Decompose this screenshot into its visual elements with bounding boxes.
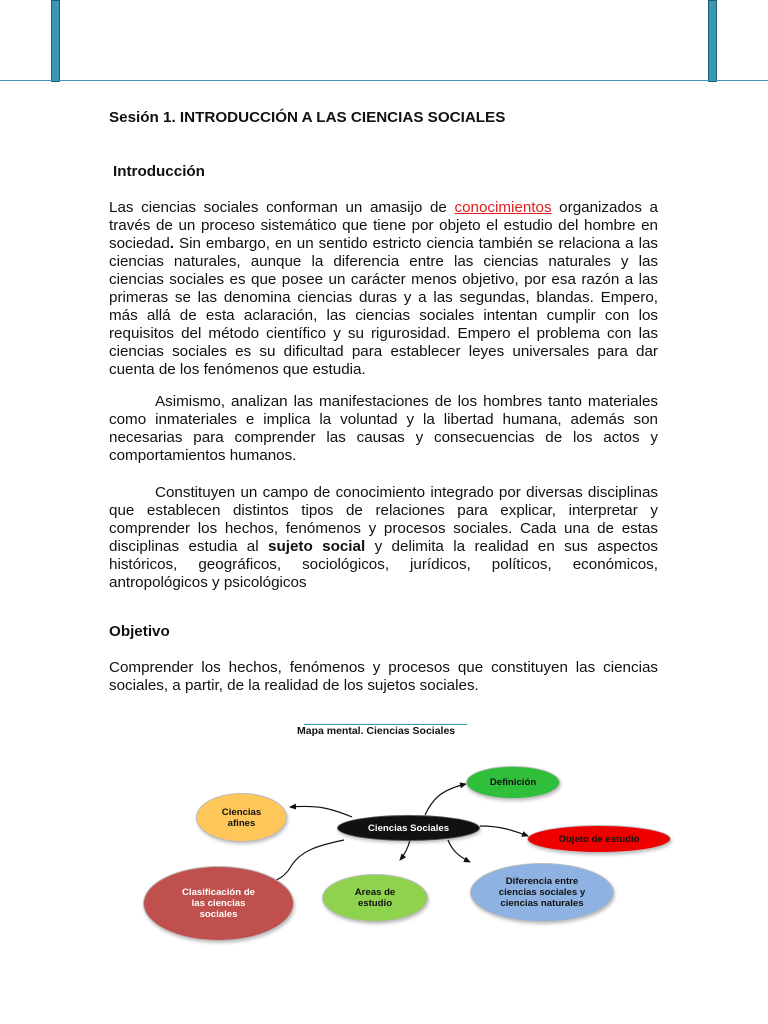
objective-paragraph: Comprender los hechos, fenómenos y procesos que constituyen las ciencias sociales, a partir, de la realidad de los sujetos sociales. [109,659,658,694]
mind-map-title: Mapa mental. Ciencias Sociales [297,725,456,737]
mind-map-connectors [0,740,768,960]
header-right-accent-bar [708,0,717,82]
connector-objeto [480,826,528,836]
intro-p3-text-a: Constituyen un campo de conocimiento integrado por diversas disciplinas que establecen distintos tipos de relaciones para explicar, interpretar y comprender los hechos, fenómenos y procesos sociales. Cada una de estas disciplinas estudia al [109,484,658,555]
mind-map-node-objeto [527,825,671,853]
session-title: Sesión 1. INTRODUCCIÓN A LAS CIENCIAS SOCIALES [109,109,506,126]
intro-p1-bold-dot: . [169,235,175,252]
mind-map-node-clasificacion [143,866,294,941]
intro-p2-text: Asimismo, analizan las manifestaciones de los hombres tanto materiales como inmateriales e implica la voluntad y la libertad humana, además son necesarias para comprender las causas y consecuencias de los actos y comportamientos humanos. [109,393,658,464]
sujeto-social-bold: sujeto social [268,538,366,555]
clasificacion-label: Clasificación de las ciencias sociales [181,887,256,920]
intro-p1-text-b: organizados a través de un proceso sistemático que tiene por objeto el estudio del hombre en sociedad [109,199,658,252]
mind-map-node-definicion [466,766,560,799]
intro-p3-text-b: y delimita la realidad en sus aspectos históricos, geográficos, sociológicos, jurídicos, políticos, económicos, antropológicos y psicológicos [109,538,658,591]
afines-label: Ciencias afines [221,806,262,829]
connector-areas [400,840,410,860]
mind-map-node-afines [196,793,287,842]
conocimientos-link[interactable]: conocimientos [454,199,552,216]
mind-map-node-diferencia [470,863,614,922]
mind-map-center-node [337,815,480,841]
intro-paragraph-2 [109,393,658,465]
objeto-label: Objeto de estudio [558,833,640,845]
intro-heading: Introducción [113,163,205,180]
intro-paragraph-3 [109,484,658,592]
mind-map-node-areas [322,874,428,922]
intro-p1-text-c: Sin embargo, en un sentido estricto ciencia también se relaciona a las ciencias naturales, aunque la diferencia entre las ciencias naturales y las ciencias sociales es que posee un carácter menos objetivo, por esa razón a las primeras se las denomina ciencias duras y a las segundas, blandas. Empero, más allá de esta aclaración, las ciencias sociales intentan cumplir con los requisitos del método científico y su rigurosidad. Empero el problema con las ciencias sociales es su dificultad para establecer leyes universales para dar cuenta de los fenómenos que estudia. [109,235,658,378]
intro-paragraph-1 [109,199,658,379]
connector-definicion [425,784,466,815]
connector-afines [290,806,352,817]
definicion-label: Definición [489,777,537,788]
header-left-accent-bar [51,0,60,82]
connector-diferencia [448,840,470,862]
objective-heading: Objetivo [109,623,170,640]
center-node-label: Ciencias Sociales [367,822,450,834]
intro-p1-text-a: Las ciencias sociales conforman un amasijo de [109,199,455,216]
header-rule [0,80,768,81]
areas-label: Areas de estudio [354,887,396,909]
diferencia-label: Diferencia entre ciencias sociales y ciencias naturales [498,876,586,909]
